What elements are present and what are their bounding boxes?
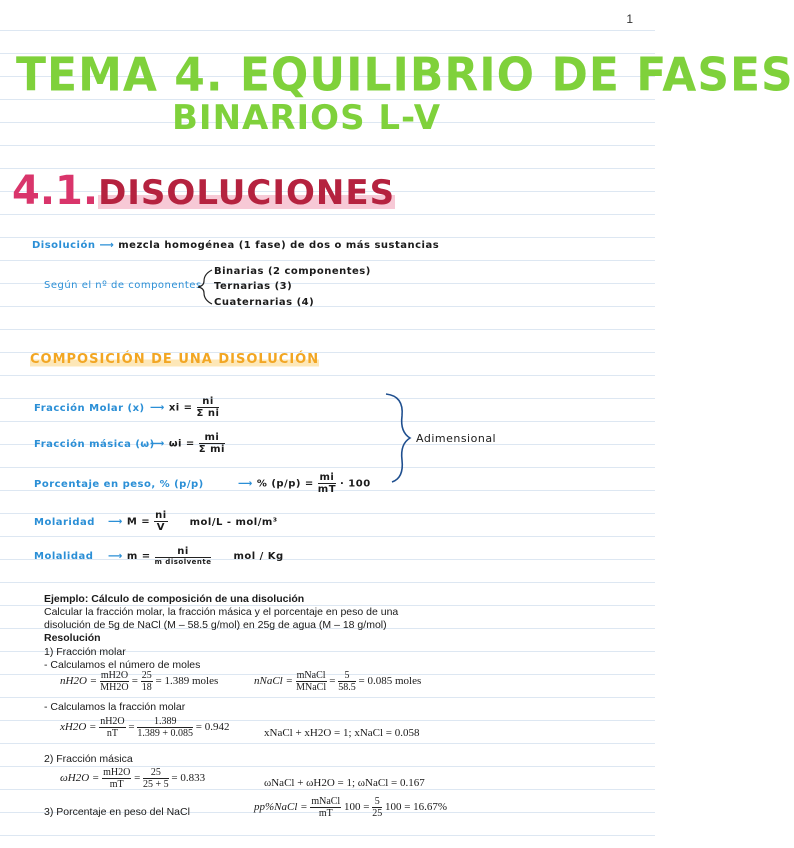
formula-name: Molaridad (34, 516, 95, 528)
fraction-numerator: nH2O (100, 716, 125, 727)
disolucion-text: mezcla homogénea (1 fase) de dos o más sustancias (118, 240, 440, 251)
fraction-numerator: 5 (372, 796, 382, 808)
componentes-type-ternarias: Ternarias (3) (214, 281, 293, 292)
equation-n-h2o: nH2O = $\frac{mH2O}{MH2O}$ = $\frac{25}{18}$ = 1.389 moles (60, 670, 219, 693)
equation-n-nacl: nNaCl = $\frac{\text{mNaCl}}{\text{MNaCl}}$ = $\frac{5}{58.5}$ = 0.085 moles (254, 670, 422, 693)
eq-lhs: pp%NaCl = (254, 801, 308, 814)
main-title: TEMA 4. EQUILIBRIO DE FASES (16, 48, 794, 103)
formula-lhs: % (p/p) = (256, 478, 314, 490)
fraction-numerator: mH2O (103, 767, 131, 778)
fraction-numerator: mNaCl (311, 796, 341, 807)
section-title: DISOLUCIONES (98, 173, 396, 213)
main-subtitle: BINARIOS L-V (172, 98, 442, 138)
fraction-denominator: 25 + 5 (143, 779, 169, 790)
equation-x-h2o: xH2O = $\frac{nH2O}{nT}$ = $\frac{1.389}{1.389 + 0.085}$ = 0.942 (60, 716, 230, 739)
formula-tail: mol/L - mol/m³ (189, 516, 278, 528)
equation-x-nacl: xNaCl + xH2O = 1; xNaCl = 0.058 (264, 727, 420, 739)
fraction-denominator: 1.389 + 0.085 (137, 728, 194, 739)
formula-tail: · 100 (340, 478, 371, 490)
fraction-numerator: ni (197, 396, 220, 408)
arrow-icon: ⟶ (149, 402, 169, 414)
fraction-numerator: ni (155, 510, 167, 521)
fraction-denominator: mT (318, 808, 333, 819)
adimensional-brace-icon (386, 394, 410, 482)
example-heading: Ejemplo: Cálculo de composición de una disolución (44, 593, 305, 605)
step-3: 3) Porcentaje en peso del NaCl (44, 806, 190, 818)
step-1: 1) Fracción molar (44, 646, 126, 658)
example-statement-2: disolución de 5g de NaCl (M – 58.5 g/mol) en 25g de agua (M – 18 g/mol) (44, 619, 387, 631)
formula-tail: mol / Kg (233, 551, 284, 562)
fraction-numerator: mNaCl (296, 670, 326, 681)
eq-lhs: xH2O = (60, 721, 97, 734)
brace-label: Adimensional (416, 432, 497, 445)
formula-name: Fracción másica (ω) (34, 438, 155, 450)
fraction-denominator: mT (109, 779, 124, 790)
arrow-icon: ⟶ (107, 516, 127, 528)
formula-name: Porcentaje en peso, % (p/p) (34, 478, 204, 490)
eq-result: = 0.942 (195, 721, 230, 734)
equation-w-h2o: ωH2O = $\frac{mH2O}{mT}$ = $\frac{25}{25 + 5}$ = 0.833 (60, 767, 206, 790)
arrow-icon: ⟶ (107, 551, 127, 562)
eq-lhs: ωH2O = (60, 772, 100, 785)
formula-lhs: xi = (168, 402, 193, 414)
arrow-icon: ⟶ (99, 240, 119, 251)
eq-mid: 100 = (343, 801, 370, 814)
fraction-denominator: mT (317, 484, 337, 495)
example-statement-1: Calcular la fracción molar, la fracción másica y el porcentaje en peso de una (44, 606, 399, 618)
eq-result: = 0.833 (171, 772, 206, 785)
bullet-2: - Calculamos la fracción molar (44, 701, 186, 713)
fraction-denominator: Σ mi (198, 444, 225, 455)
fraction-denominator: 25 (372, 808, 383, 819)
componentes-type-binarias: Binarias (2 componentes) (214, 266, 371, 277)
fraction-numerator: 25 (141, 670, 152, 681)
fraction-numerator: 5 (338, 670, 356, 682)
bullet-1: - Calculamos el número de moles (44, 659, 201, 671)
eq-lhs: nH2O = (60, 675, 98, 688)
formula-lhs: ωi = (168, 438, 195, 450)
eq-result: 100 = 16.67% (384, 801, 448, 814)
fraction-numerator: mi (319, 472, 335, 483)
fraction-numerator: mi (199, 432, 225, 444)
componentes-type-cuaternarias: Cuaternarias (4) (214, 297, 315, 308)
fraction-denominator: Σ ni (196, 408, 220, 419)
resolucion-label: Resolución (44, 632, 101, 644)
eq-lhs: nNaCl = (254, 675, 293, 688)
arrow-icon: ⟶ (149, 438, 169, 450)
step-2: 2) Fracción másica (44, 753, 133, 765)
fraction-denominator: MNaCl (296, 682, 327, 693)
equation-w-nacl: ωNaCl + ωH2O = 1; ωNaCl = 0.167 (264, 777, 425, 789)
fraction-numerator: 1.389 (137, 716, 193, 728)
disolucion-term: Disolución (32, 240, 96, 251)
page-number: 1 (626, 12, 633, 26)
fraction-numerator: ni (155, 546, 212, 558)
formula-lhs: m = (126, 551, 151, 562)
fraction-denominator: m disolvente (154, 558, 212, 566)
section-number: 4.1. (12, 168, 99, 214)
composicion-heading: COMPOSICIÓN DE UNA DISOLUCIÓN (30, 352, 320, 367)
eq-result: = 0.085 moles (358, 675, 422, 688)
fraction-denominator: nT (106, 728, 118, 739)
fraction-denominator: 18 (141, 682, 152, 693)
fraction-numerator: mH2O (100, 670, 129, 681)
fraction-denominator: MH2O (100, 682, 129, 693)
fraction-denominator: 58.5 (338, 682, 356, 693)
fraction-denominator: V (156, 522, 165, 533)
eq-result: = 1.389 moles (155, 675, 219, 688)
formula-name: Molalidad (34, 551, 94, 562)
components-brace-icon (198, 270, 212, 304)
arrow-icon: ⟶ (237, 478, 257, 490)
fraction-numerator: 25 (143, 767, 169, 779)
formula-lhs: M = (126, 516, 151, 528)
formula-name: Fracción Molar (x) (34, 402, 145, 414)
componentes-label-text: Según el nº de componentes (44, 280, 202, 291)
